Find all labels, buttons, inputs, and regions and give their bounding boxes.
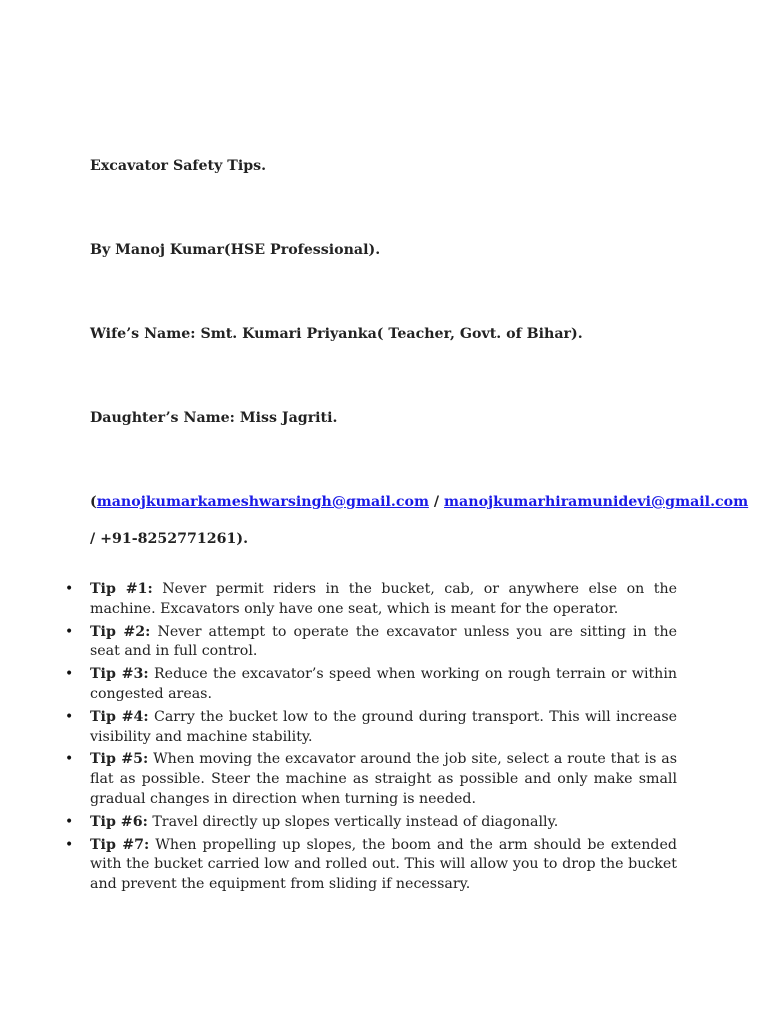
tip-label: Tip #7:	[90, 836, 150, 853]
tip-item	[90, 665, 677, 705]
tip-item	[90, 750, 677, 809]
tip-label: Tip #5:	[90, 751, 149, 768]
tip-text: When moving the excavator around the job site, select a route that is as flat as possible. Steer the machine as straight as possible and only make small gradual changes in direction when turning is needed.	[90, 751, 677, 807]
tip-text: When propelling up slopes, the boom and the arm should be extended with the bucket carried low and rolled out. This will allow you to drop the bucket and prevent the equipment from sliding if necessary.	[90, 836, 677, 893]
tip-item	[90, 836, 677, 895]
tip-item	[90, 813, 677, 833]
contact-open-paren: (	[90, 494, 97, 510]
contact-separator: /	[428, 494, 445, 510]
phone-line: / +91-8252771261).	[90, 531, 249, 547]
wife-name-line: Wife’s Name: Smt. Kumari Priyanka( Teacher, Govt. of Bihar).	[90, 326, 583, 342]
tip-item	[90, 623, 677, 663]
tip-label: Tip #3:	[90, 666, 149, 683]
tip-text: Never permit riders in the bucket, cab, or anywhere else on the machine. Excavators only have one seat, which is meant for the operator.	[90, 581, 677, 617]
tip-label: Tip #6:	[90, 813, 148, 830]
tip-label: Tip #4:	[90, 708, 149, 725]
tip-label: Tip #2:	[90, 623, 151, 640]
tip-text: Carry the bucket low to the ground during transport. This will increase visibility and machine stability.	[90, 708, 677, 745]
email-link-1[interactable]: manojkumarkameshwarsingh@gmail.com	[96, 494, 429, 510]
tip-item	[90, 708, 677, 748]
tip-text: Travel directly up slopes vertically instead of diagonally.	[147, 813, 559, 830]
contact-line	[90, 492, 749, 512]
author-line: By Manoj Kumar(HSE Professional).	[90, 242, 381, 258]
tip-text: Never attempt to operate the excavator unless you are sitting in the seat and in full control.	[90, 623, 677, 660]
tip-item	[90, 580, 677, 620]
document-title: Excavator Safety Tips.	[90, 158, 267, 174]
tip-text: Reduce the excavator’s speed when working on rough terrain or within congested areas.	[90, 666, 677, 702]
daughter-name-line: Daughter’s Name: Miss Jagriti.	[90, 410, 338, 426]
email-link-2[interactable]: manojkumarhiramunidevi@gmail.com	[444, 494, 749, 510]
tips-list	[90, 580, 677, 898]
tip-label: Tip #1:	[90, 581, 153, 597]
